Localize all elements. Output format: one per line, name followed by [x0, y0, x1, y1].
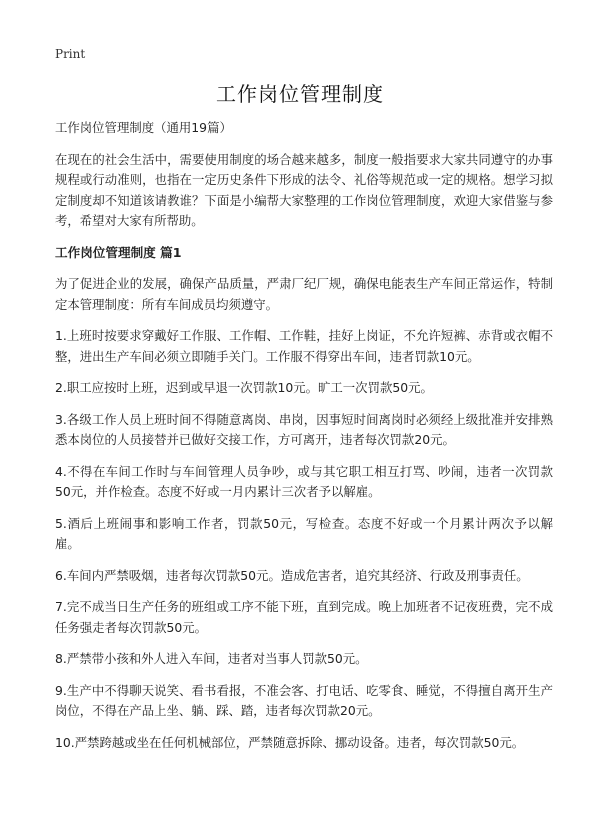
rule-item-10: 10.严禁跨越或坐在任何机械部位，严禁随意拆除、挪动设备。违者，每次罚款50元。	[55, 734, 525, 750]
article-body	[55, 118, 553, 764]
intro-paragraph: 在现在的社会生活中，需要使用制度的场合越来越多，制度一般指要求大家共同遵守的办事规程或行动准则，也指在一定历史条件下形成的法令、礼俗等规范或一定的规格。想学习拟定制度却不知道该请教谁？下面是小编帮大家整理的工作岗位管理制度，欢迎大家借鉴与参考，希望对大家有所帮助。	[55, 151, 553, 228]
print-link[interactable]: Print	[55, 47, 86, 61]
rule-item-6: 6.车间内严禁吸烟，违者每次罚款50元。造成危害者，追究其经济、行政及刑事责任。	[55, 567, 529, 583]
article-subtitle: 工作岗位管理制度（通用19篇）	[55, 120, 232, 135]
rule-item-3: 3.各级工作人员上班时间不得随意离岗、串岗，因事短时间离岗时必须经上级批准并安排熟悉本岗位的人员接替并已做好交接工作，方可离开，违者每次罚款20元。	[55, 411, 553, 447]
rule-item-2: 2.职工应按时上班，迟到或早退一次罚款10元。旷工一次罚款50元。	[55, 380, 433, 395]
rule-item-5: 5.酒后上班闹事和影响工作者，罚款50元，写检查。态度不好或一个月累计两次予以解雇。	[55, 515, 553, 551]
rule-item-8: 8.严禁带小孩和外人进入车间，违者对当事人罚款50元。	[55, 651, 368, 666]
rule-item-9: 9.生产中不得聊天说笑、看书看报，不准会客、打电话、吃零食、睡觉，不得擅自离开生产岗位，不得在产品上坐、躺、踩、踏，违者每次罚款20元。	[55, 682, 553, 718]
rule-item-1: 1.上班时按要求穿戴好工作服、工作帽、工作鞋，挂好上岗证，不允许短裤、赤背或衣帽不整，进出生产车间必须立即随手关门。工作服不得穿出车间，违者罚款10元。	[55, 328, 553, 364]
section-heading: 工作岗位管理制度 篇1	[55, 244, 182, 260]
rule-item-4: 4.不得在车间工作时与车间管理人员争吵，或与其它职工相互打骂、吵闹，违者一次罚款50元，并作检查。态度不好或一月内累计三次者予以解雇。	[55, 463, 553, 499]
page-title: 工作岗位管理制度	[216, 82, 384, 106]
section-lead-paragraph: 为了促进企业的发展，确保产品质量，严肃厂纪厂规，确保电能表生产车间正常运作，特制定本管理制度：所有车间成员均须遵守。	[55, 276, 553, 312]
rule-item-7: 7.完不成当日生产任务的班组或工序不能下班，直到完成。晚上加班者不记夜班费，完不成任务强走者每次罚款50元。	[55, 599, 553, 635]
